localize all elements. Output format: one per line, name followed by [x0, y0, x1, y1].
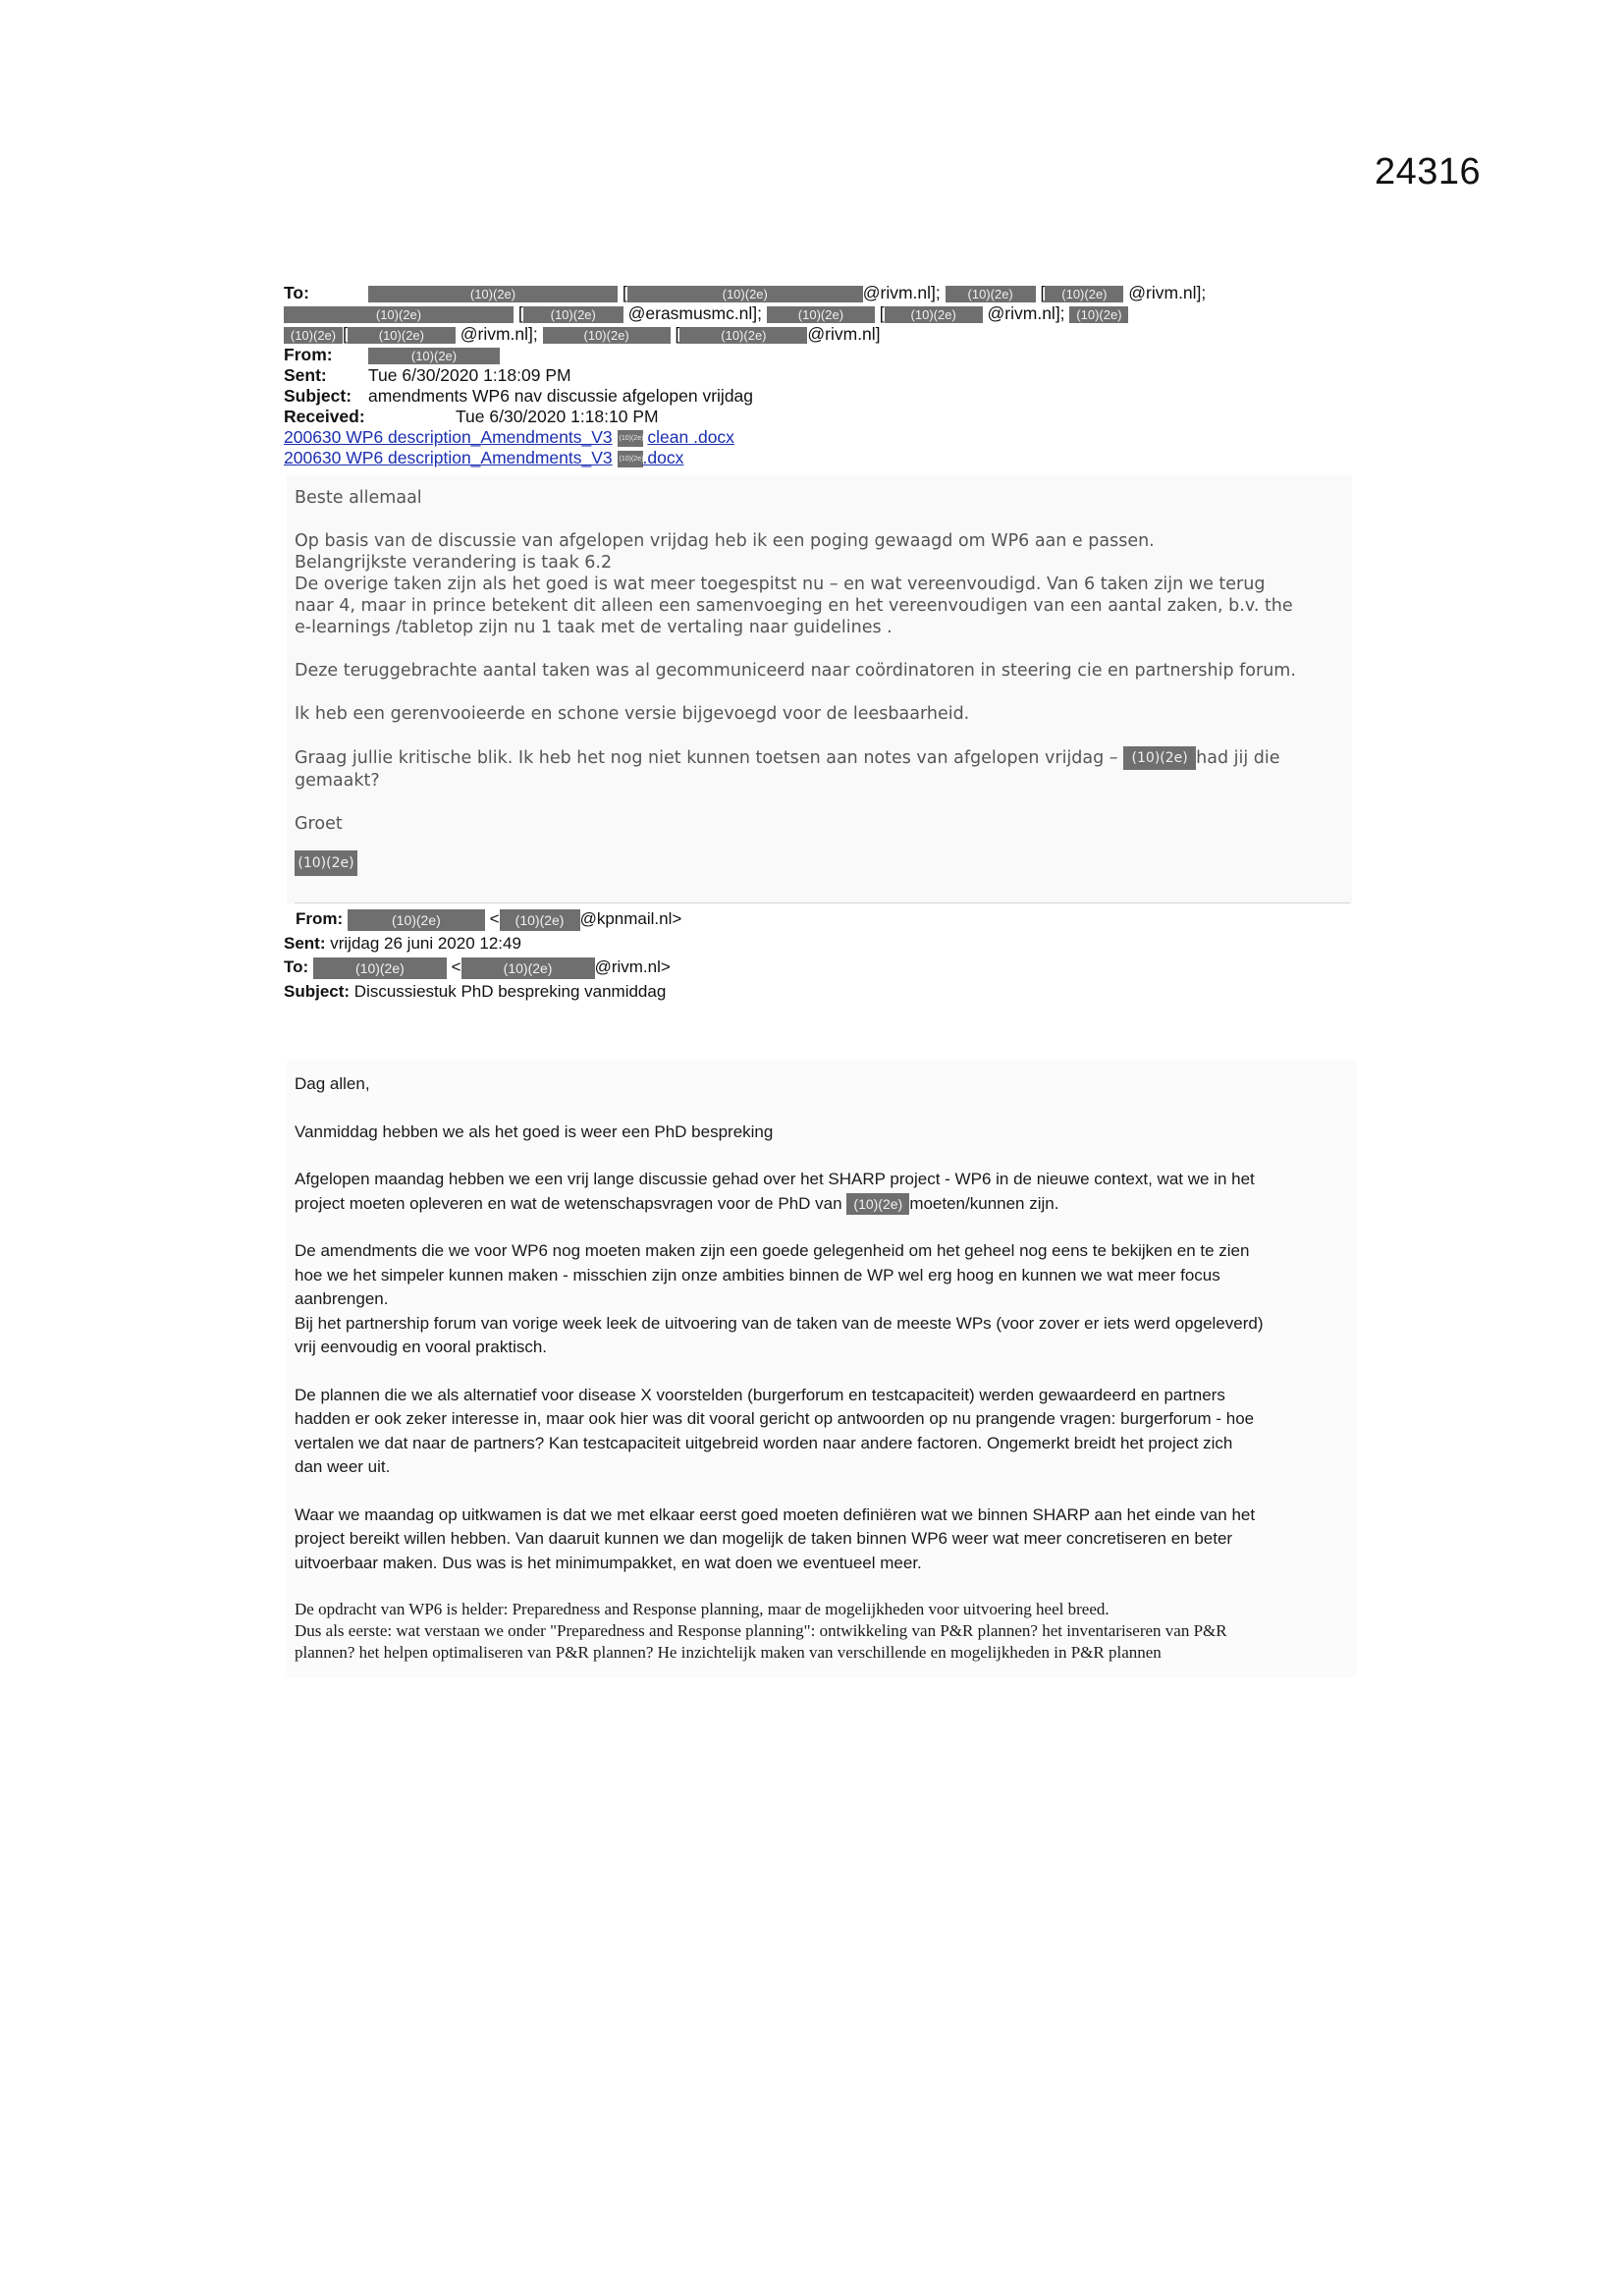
text-line: vertalen we dat naar de partners? Kan testcapaciteit uitgebreid worden naar andere factoren. Ongemerkt breidt het project zich	[295, 1433, 1233, 1452]
text-line: Dus als eerste: wat verstaan we onder "Preparedness and Response planning": ontwikkeling van P&R plannen? het inventariseren van P&R	[295, 1621, 1227, 1640]
text-line: Afgelopen maandag hebben we een vrij lange discussie gehad over het SHARP project - WP6 in de nieuwe context, wat we in het	[295, 1170, 1255, 1188]
subject-label: Subject:	[284, 981, 351, 1001]
paragraph: Vanmiddag hebben we als het goed is weer een PhD bespreking	[295, 1121, 774, 1141]
sent-line	[284, 932, 1266, 957]
email-header	[284, 283, 1226, 468]
to-label: To:	[284, 957, 309, 976]
email-domain: @rivm.nl];	[1128, 283, 1207, 302]
attachment-link[interactable]: 200630 WP6 description_Amendments_V3	[284, 427, 613, 447]
redaction: (10)(2e)	[1045, 286, 1123, 302]
to-line-2	[284, 303, 1226, 324]
to-line-1	[284, 283, 1226, 303]
text-line: hadden er ook zeker interesse in, maar ook hier was dit vooral gericht op antwoorden op nu prangende vragen: burgerforum - hoe	[295, 1409, 1255, 1428]
text-line: aanbrengen.	[295, 1289, 389, 1308]
sent-line	[284, 365, 1226, 386]
bracket: [	[879, 303, 885, 323]
redaction: (10)(2e)	[1123, 746, 1196, 770]
text-line: uitvoerbaar maken. Dus was is het minimumpakket, en wat doen we eventueel meer.	[295, 1553, 922, 1572]
subject-value: Discussiestuk PhD bespreking vanmiddag	[353, 981, 667, 1001]
paragraph: Ik heb een gerenvooieerde en schone versie bijgevoegd voor de leesbaarheid.	[295, 704, 970, 724]
subject-value: amendments WP6 nav discussie afgelopen vrijdag	[368, 386, 754, 406]
redaction: (10)(2e)	[618, 451, 643, 467]
from-line	[284, 907, 1266, 932]
email-domain: @erasmusmc.nl];	[627, 303, 763, 323]
text-line: De plannen die we als alternatief voor disease X voorstelden (burgerforum en testcapaciteit) werden gewaardeerd en partners	[295, 1385, 1225, 1404]
attachment-link-suffix[interactable]: .docx	[642, 448, 684, 467]
paragraph: Deze teruggebrachte aantal taken was al gecommuniceerd naar coördinatoren in steering cie en partnership forum.	[295, 661, 1296, 681]
text-line: Waar we maandag op uitkwamen is dat we met elkaar eerst goed moeten definiëren wat we binnen SHARP aan het einde van het	[295, 1504, 1256, 1524]
sent-label: Sent:	[284, 933, 326, 953]
email-domain: @rivm.nl]	[807, 324, 881, 344]
text-line: Op basis van de discussie van afgelopen vrijdag heb ik een poging gewaagd om WP6 aan e passen.	[295, 531, 1155, 551]
from-label: From:	[284, 345, 333, 364]
bracket: [	[1040, 283, 1046, 302]
redaction: (10)(2e)	[627, 286, 863, 302]
redaction: (10)(2e)	[348, 327, 456, 344]
text-line: naar 4, maar in prince betekent dit alleen een samenvoeging en het vereenvoudigen van een aantal zaken, b.v. the	[295, 596, 1293, 616]
bracket: [	[343, 324, 348, 344]
subject-label: Subject:	[284, 386, 352, 406]
text-line: Bij het partnership forum van vorige week leek de uitvoering van de taken van de meeste WPs (voor zover er iets werd opgeleverd)	[295, 1313, 1264, 1333]
paragraph	[295, 1384, 1349, 1480]
subject-line	[284, 980, 1266, 1005]
from-line	[284, 345, 1226, 365]
attachment-2[interactable]	[284, 448, 1226, 468]
redaction: (10)(2e)	[846, 1193, 909, 1215]
redaction: (10)(2e)	[313, 957, 447, 979]
sent-label: Sent:	[284, 365, 327, 385]
bracket: [	[675, 324, 680, 344]
paragraph	[295, 1599, 1349, 1664]
redaction: (10)(2e)	[348, 909, 485, 931]
message-body-1	[287, 475, 1352, 903]
text-line: De overige taken zijn als het goed is wat meer toegespitst nu – en wat vereenvoudigd. Van 6 taken zijn we terug	[295, 574, 1266, 594]
email-domain: @rivm.nl];	[862, 283, 941, 302]
paragraph	[295, 1503, 1349, 1576]
sent-value: Tue 6/30/2020 1:18:09 PM	[368, 365, 571, 385]
text-line: e-learnings /tabletop zijn nu 1 taak met de vertaling naar guidelines .	[295, 618, 893, 637]
redaction: (10)(2e)	[500, 909, 580, 931]
redaction: (10)(2e)	[885, 306, 983, 323]
sent-value: vrijdag 26 juni 2020 12:49	[330, 933, 521, 953]
email-domain: @kpnmail.nl>	[579, 909, 682, 928]
received-label: Received:	[284, 407, 365, 426]
greeting: Dag allen,	[295, 1074, 370, 1093]
redaction: (10)(2e)	[1069, 306, 1128, 323]
redaction: (10)(2e)	[767, 306, 875, 323]
attachment-1[interactable]	[284, 427, 1226, 448]
attachment-link-suffix[interactable]: clean .docx	[647, 427, 734, 447]
redaction: (10)(2e)	[284, 327, 343, 344]
redaction: (10)(2e)	[946, 286, 1036, 302]
text-line: project moeten opleveren en wat de wetenschapsvragen voor de PhD van	[295, 1193, 842, 1213]
bracket: [	[622, 283, 627, 302]
redaction: (10)(2e)	[368, 348, 500, 364]
greeting: Beste allemaal	[295, 488, 422, 508]
text-line: De opdracht van WP6 is helder: Preparedness and Response planning, maar de mogelijkheden voor uitvoering heel breed.	[295, 1600, 1110, 1618]
attachment-link[interactable]: 200630 WP6 description_Amendments_V3	[284, 448, 613, 467]
text-line: project bereikt willen hebben. Van daaruit kunnen we dan mogelijk de taken binnen WP6 weer wat meer concretiseren en beter	[295, 1529, 1233, 1548]
redaction: (10)(2e)	[543, 327, 671, 344]
separator	[295, 902, 1350, 903]
email-domain: @rivm.nl];	[987, 303, 1065, 323]
bracket: <	[451, 957, 461, 976]
to-line	[284, 956, 1266, 980]
bracket: [	[517, 303, 523, 323]
paragraph	[295, 746, 1344, 792]
text-line: moeten/kunnen zijn.	[909, 1193, 1059, 1213]
redaction: (10)(2e)	[679, 327, 807, 344]
email-domain: @rivm.nl];	[460, 324, 538, 344]
redaction: (10)(2e)	[284, 306, 514, 323]
redaction: (10)(2e)	[461, 957, 595, 979]
text-line: gemaakt?	[295, 771, 380, 791]
text-line: De amendments die we voor WP6 nog moeten maken zijn een goede gelegenheid om het geheel nog eens te bekijken en te zien	[295, 1241, 1250, 1260]
to-line-3	[284, 324, 1226, 345]
redaction: (10)(2e)	[368, 286, 618, 302]
page-number: 24316	[1375, 151, 1482, 192]
received-value: Tue 6/30/2020 1:18:10 PM	[456, 407, 659, 426]
email-domain: @rivm.nl>	[594, 957, 671, 976]
text-line: plannen? het helpen optimaliseren van P&R plannen? He inzichtelijk maken van verschillende en mogelijkheden in P&R plannen	[295, 1643, 1162, 1662]
received-line	[284, 407, 1226, 427]
from-label: From:	[296, 909, 344, 928]
subject-line	[284, 386, 1226, 407]
forwarded-header	[284, 907, 1266, 1004]
text-line: dan weer uit.	[295, 1457, 391, 1476]
text-line: had jij die	[1196, 748, 1280, 768]
text-line: hoe we het simpeler kunnen maken - misschien zijn onze ambities binnen de WP wel erg hoog en kunnen we wat meer focus	[295, 1265, 1220, 1285]
paragraph	[295, 1239, 1349, 1360]
signature	[295, 850, 1344, 876]
paragraph	[295, 1168, 1349, 1216]
text-line: vrij eenvoudig en vooral praktisch.	[295, 1338, 548, 1356]
redaction: (10)(2e)	[618, 430, 643, 447]
closing: Groet	[295, 814, 343, 834]
paragraph	[295, 530, 1344, 638]
redaction: (10)(2e)	[523, 306, 623, 323]
to-label: To:	[284, 283, 309, 302]
text-line: Belangrijkste verandering is taak 6.2	[295, 553, 613, 573]
redaction: (10)(2e)	[295, 850, 357, 876]
text-line: Graag jullie kritische blik. Ik heb het nog niet kunnen toetsen aan notes van afgelopen vrijdag –	[295, 748, 1118, 768]
bracket: <	[489, 909, 500, 928]
message-body-2	[287, 1061, 1357, 1677]
